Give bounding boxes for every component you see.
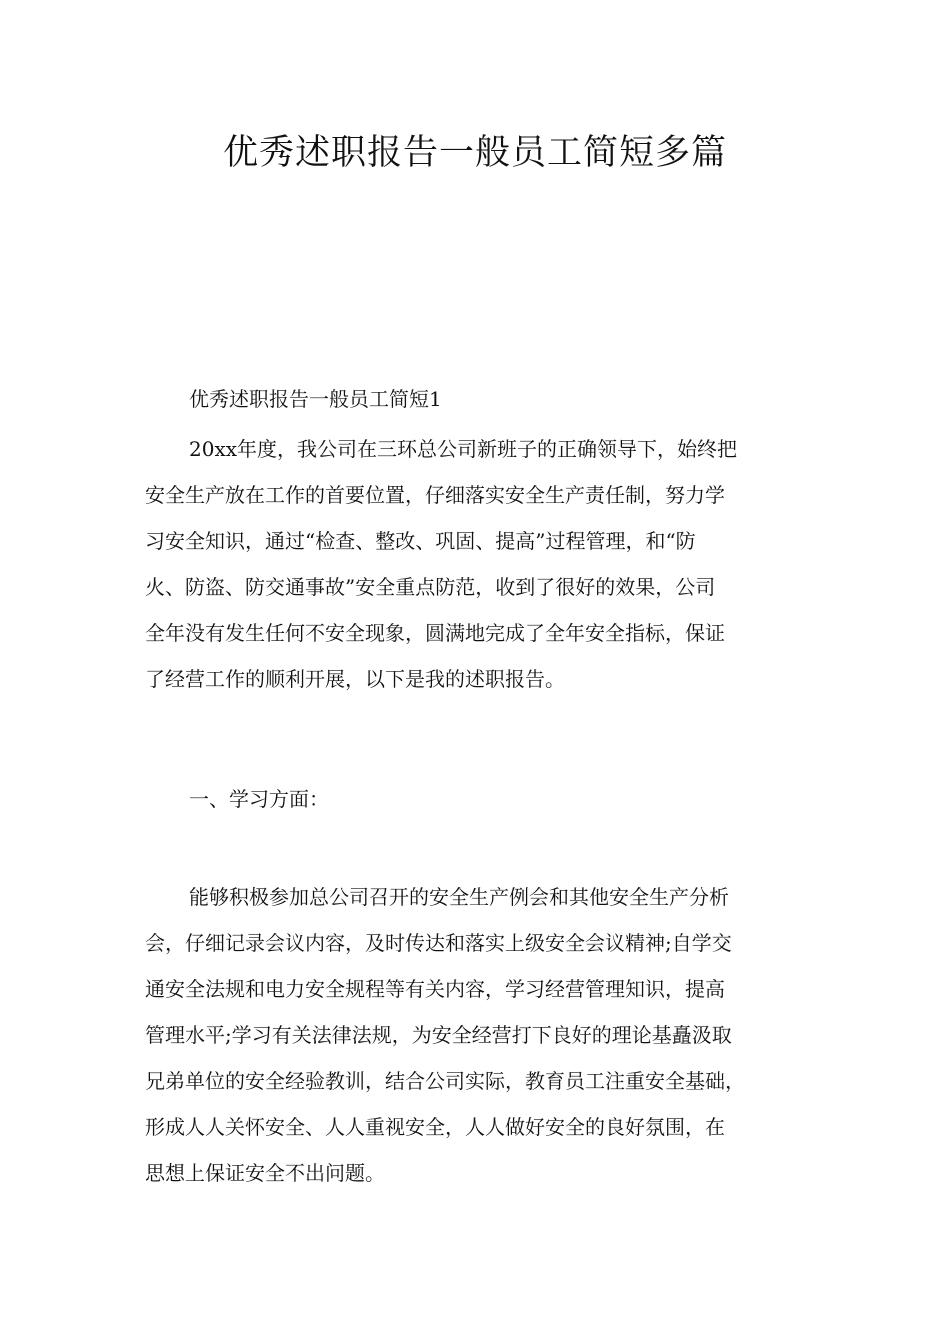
paragraph-line: 会，仔细记录会议内容，及时传达和落实上级安全会议精神;自学交 [145,931,732,955]
paragraph-line: 了经营工作的顺利开展，以下是我的述职报告。 [145,667,565,691]
paragraph-line: 安全生产放在工作的首要位置，仔细落实安全生产责任制，努力学 [145,483,725,507]
document-title: 优秀述职报告一般员工简短多篇 [222,133,727,173]
paragraph-line: 20xx年度，我公司在三环总公司新班子的正确领导下，始终把 [189,437,738,461]
subtitle-text: 优秀述职报告一般员工简短1 [189,387,442,411]
paragraph-intro [145,426,825,702]
paragraph-line: 习安全知识，通过“检查、整改、巩固、提高”过程管理，和“防 [145,529,696,553]
section-heading-text: 一、学习方面： [189,787,329,811]
paragraph-line: 能够积极参加总公司召开的安全生产例会和其他安全生产分析 [189,885,729,909]
section-subtitle [145,376,825,422]
paragraph-study [145,874,825,1196]
paragraph-line: 形成人人关怀安全、人人重视安全，人人做好安全的良好氛围，在 [145,1115,725,1139]
paragraph-line: 通安全法规和电力安全规程等有关内容，学习经营管理知识，提高 [145,977,725,1001]
paragraph-line: 火、防盗、防交通事故”安全重点防范，收到了很好的效果，公司 [145,575,716,599]
paragraph-line: 兄弟单位的安全经验教训，结合公司实际，教育员工注重安全基础， [145,1069,745,1093]
paragraph-line: 思想上保证安全不出问题。 [145,1161,385,1185]
paragraph-line: 管理水平;学习有关法律法规，为安全经营打下良好的理论基矗汲取 [145,1023,732,1047]
section-heading-study [145,776,825,822]
paragraph-line: 全年没有发生任何不安全现象，圆满地完成了全年安全指标，保证 [145,621,725,645]
